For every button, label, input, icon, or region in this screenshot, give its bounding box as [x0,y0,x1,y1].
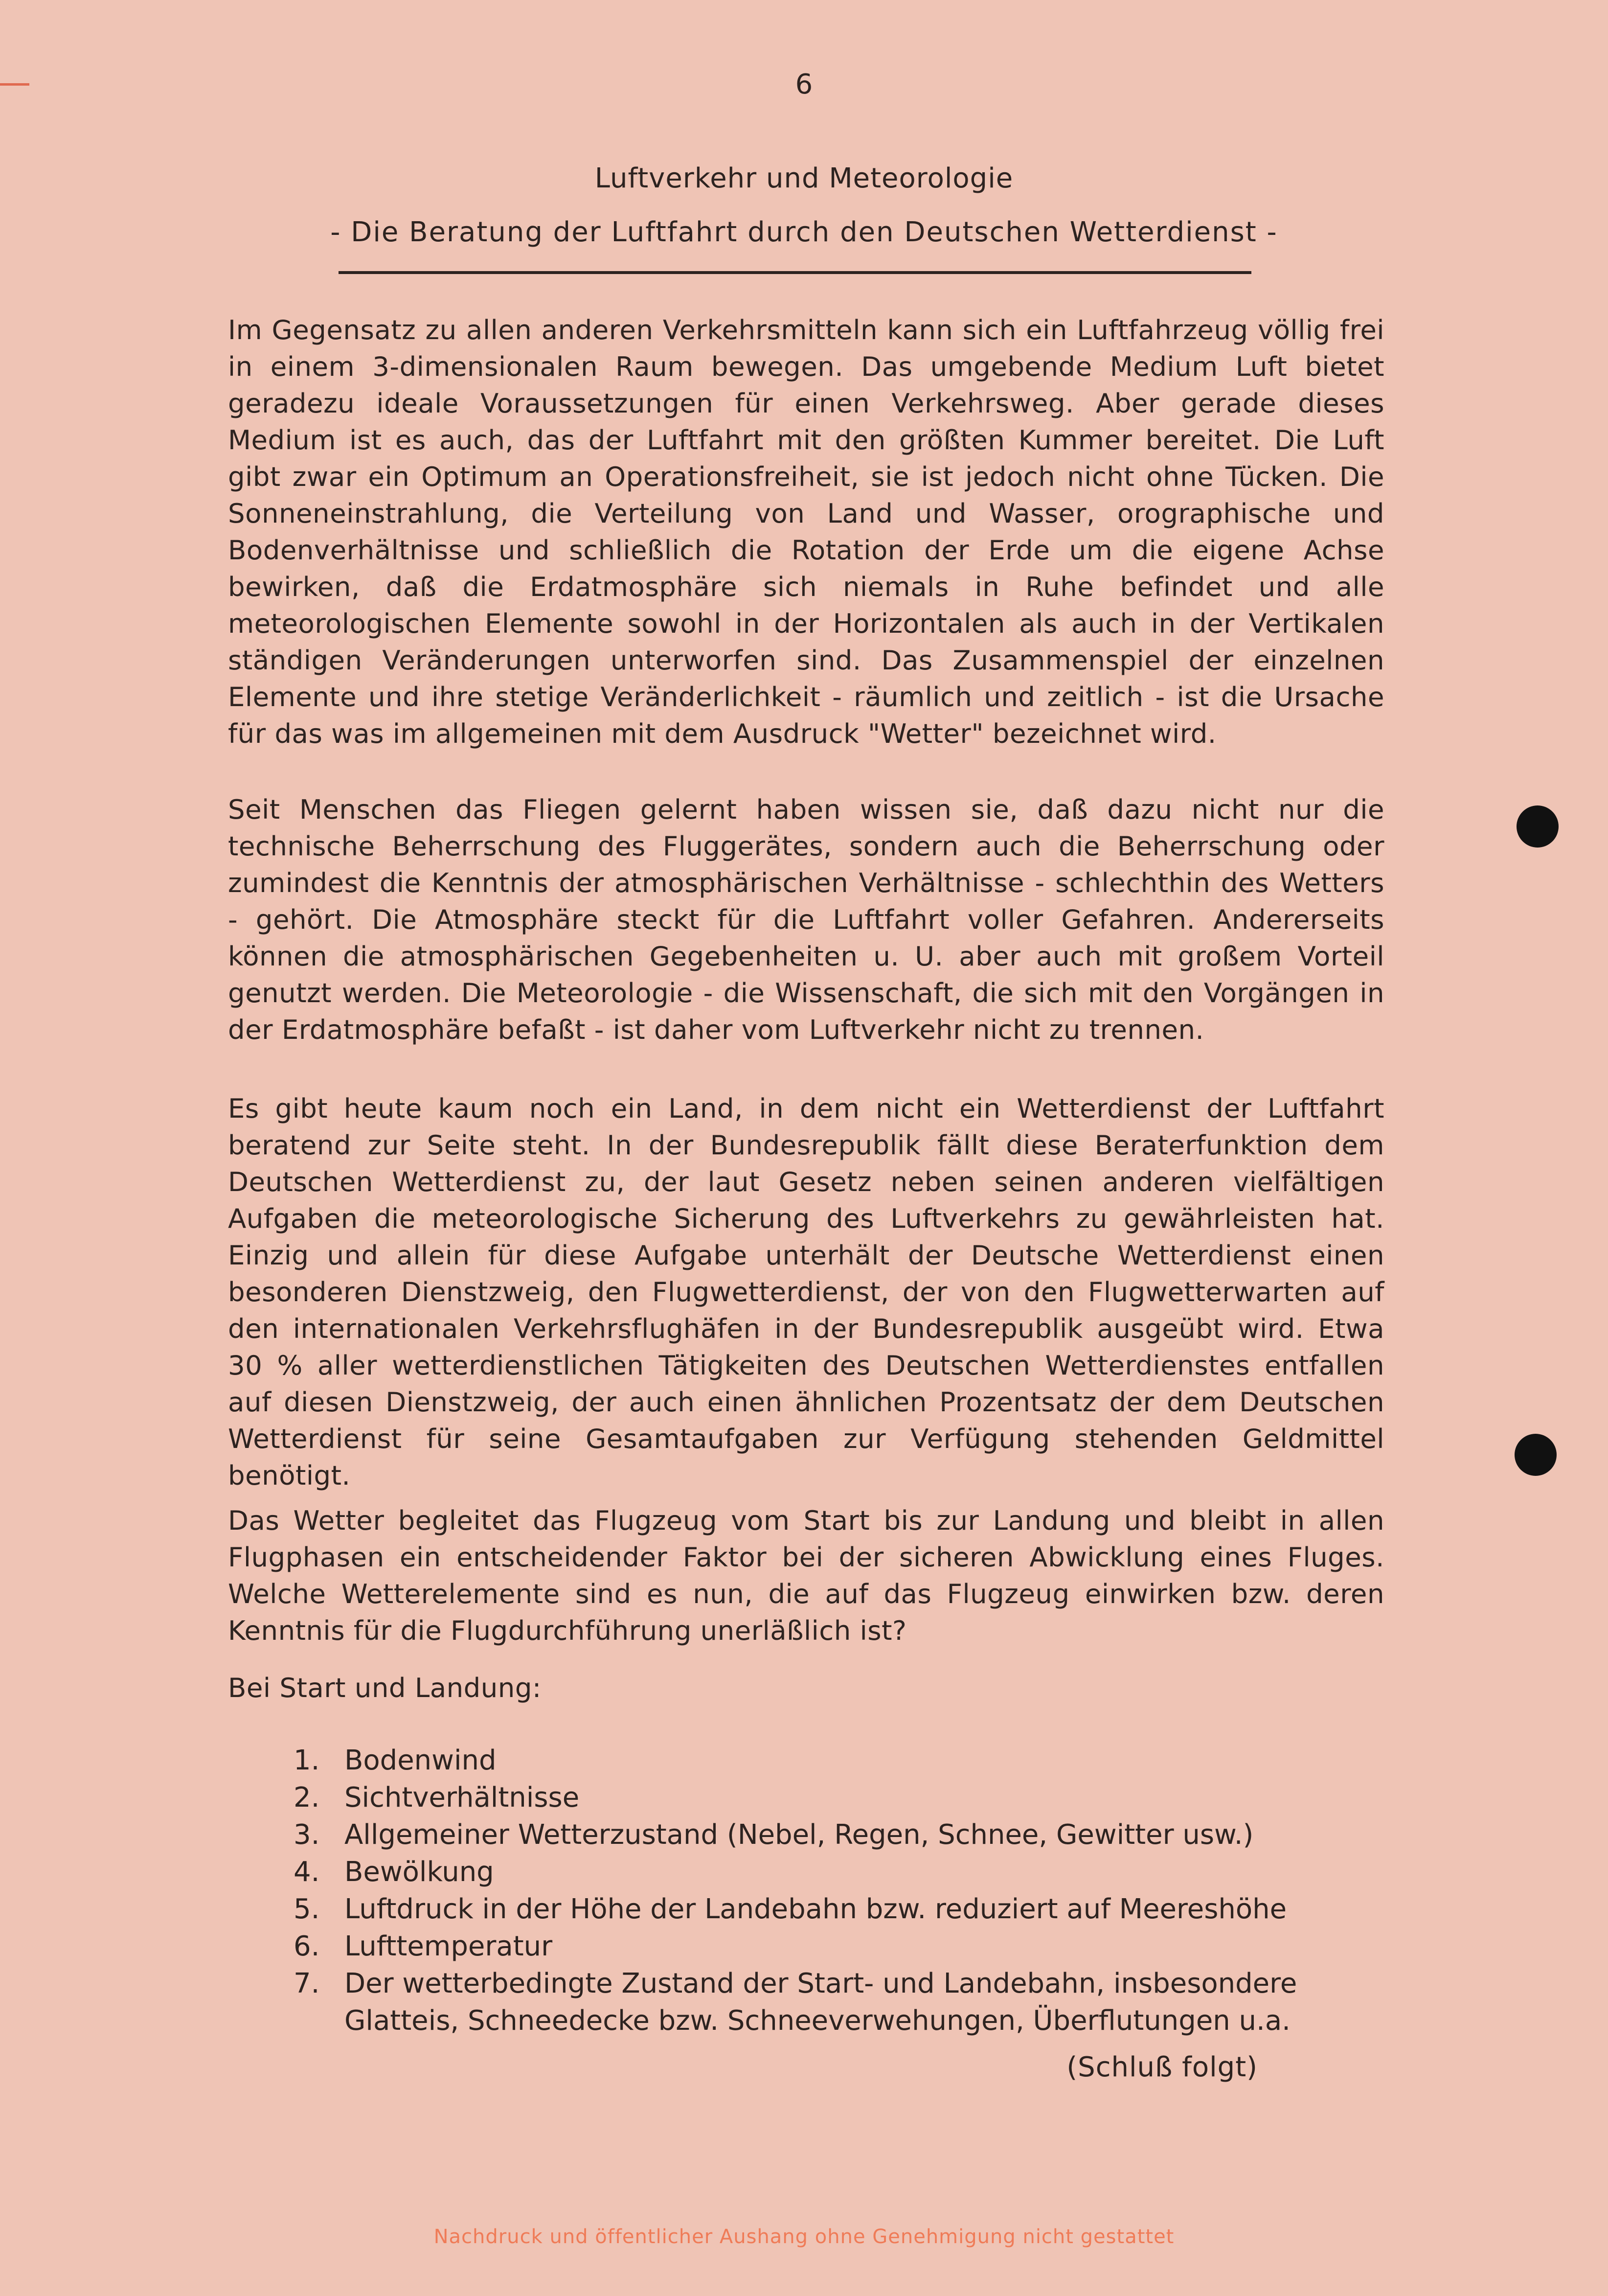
document-title: Luftverkehr und Meteorologie [594,162,1014,194]
list-number-5: 5. [294,1893,320,1925]
list-text-7: Der wetterbedingte Zustand der Start- und Landebahn, insbesondere Glatteis, Schneedecke bzw. Schneeverwehungen, Überflutungen u.a. [344,1968,1297,2037]
list-number-2: 2. [294,1782,320,1814]
list-text-4: Bewölkung [344,1856,494,1888]
footer-notice: Nachdruck und öffentlicher Aushang ohne Genehmigung nicht gestattet [433,2226,1175,2248]
list-number-4: 4. [294,1856,320,1888]
list-item-2 [294,1779,1360,1816]
list-text-5: Luftdruck in der Höhe der Landebahn bzw. reduziert auf Meereshöhe [344,1893,1287,1925]
list-item-4 [294,1854,1360,1891]
list-item-5 [294,1891,1360,1928]
list-number-1: 1. [294,1745,320,1776]
paragraph-1: Im Gegensatz zu allen anderen Verkehrsmitteln kann sich ein Luftfahrzeug völlig frei in einem 3-dimensionalen Raum bewegen. Das umgebende Medium Luft bietet geradezu ideale Voraussetzungen für einen Verkehrsweg. Aber gerade dieses Medium ist es auch, das der Luftfahrt mit den größten Kummer bereitet. Die Luft gibt zwar ein Optimum an Operationsfreiheit, sie ist jedoch nicht ohne Tücken. Die Sonneneinstrahlung, die Verteilung von Land und Wasser, orographische und Bodenverhältnisse und schließlich die Rotation der Erde um die eigene Achse bewirken, daß die Erdatmosphäre sich niemals in Ruhe befindet und alle meteorologischen Elemente sowohl in der Horizontalen als auch in der Vertikalen ständigen Veränderungen unterworfen sind. Das Zusammenspiel der einzelnen Elemente und ihre stetige Veränderlichkeit - räumlich und zeitlich - ist die Ursache für das was im allgemeinen mit dem Ausdruck "Wetter" bezeichnet wird. [228,314,1384,749]
list-item-1 [294,1742,1360,1779]
closing-note: (Schluß folgt) [1066,2051,1258,2083]
paragraph-2: Seit Menschen das Fliegen gelernt haben wissen sie, daß dazu nicht nur die technische Beherrschung des Fluggerätes, sondern auch die Beherrschung oder zumindest die Kenntnis der atmosphärischen Verhältnisse - schlechthin des Wetters - gehört. Die Atmosphäre steckt für die Luftfahrt voller Gefahren. Andererseits können die atmosphärischen Gegebenheiten u. U. aber auch mit großem Vorteil genutzt werden. Die Meteorologie - die Wissenschaft, die sich mit den Vorgängen in der Erdatmosphäre befaßt - ist daher vom Luftverkehr nicht zu trennen. [228,794,1384,1045]
list-item-3 [294,1816,1360,1854]
list-text-1: Bodenwind [344,1745,497,1776]
paragraph-3: Es gibt heute kaum noch ein Land, in dem nicht ein Wetterdienst der Luftfahrt beratend zur Seite steht. In der Bundesrepublik fällt diese Beraterfunktion dem Deutschen Wetterdienst zu, der laut Gesetz neben seinen anderen vielfältigen Aufgaben die meteorologische Sicherung des Luftverkehrs zu gewährleisten hat. Einzig und allein für diese Aufgabe unterhält der Deutsche Wetterdienst einen besonderen Dienstzweig, den Flugwetterdienst, der von den Flugwetterwarten auf den internationalen Verkehrsflughäfen in der Bundesrepublik ausgeübt wird. Etwa 30 % aller wetterdienstlichen Tätigkeiten des Deutschen Wetterdienstes entfallen auf diesen Dienstzweig, der auch einen ähnlichen Prozentsatz der dem Deutschen Wetterdienst für seine Gesamtaufgaben zur Verfügung stehenden Geldmittel benötigt. [228,1093,1384,1491]
punch-hole-lower [1515,1434,1557,1476]
list-item-6 [294,1928,1360,1965]
weather-elements-list [294,1742,1360,2040]
list-number-6: 6. [294,1930,320,1962]
list-number-3: 3. [294,1819,320,1851]
title-rule [339,271,1251,274]
page-number: 6 [795,69,813,100]
list-lead: Bei Start und Landung: [228,1672,542,1703]
list-item-7 [294,1965,1360,2040]
document-subtitle: - Die Beratung der Luftfahrt durch den Deutschen Wetterdienst - [330,216,1278,248]
list-number-7: 7. [294,1968,320,1999]
punch-hole-upper [1517,805,1559,848]
paragraph-4: Das Wetter begleitet das Flugzeug vom Start bis zur Landung und bleibt in allen Flugphasen ein entscheidender Faktor bei der sicheren Abwicklung eines Fluges. Welche Wetterelemente sind es nun, die auf das Flugzeug einwirken bzw. deren Kenntnis für die Flugdurchführung unerläßlich ist? [228,1505,1384,1646]
list-text-2: Sichtverhältnisse [344,1782,580,1814]
list-text-6: Lufttemperatur [344,1930,553,1962]
list-text-3: Allgemeiner Wetterzustand (Nebel, Regen, Schnee, Gewitter usw.) [344,1819,1254,1851]
